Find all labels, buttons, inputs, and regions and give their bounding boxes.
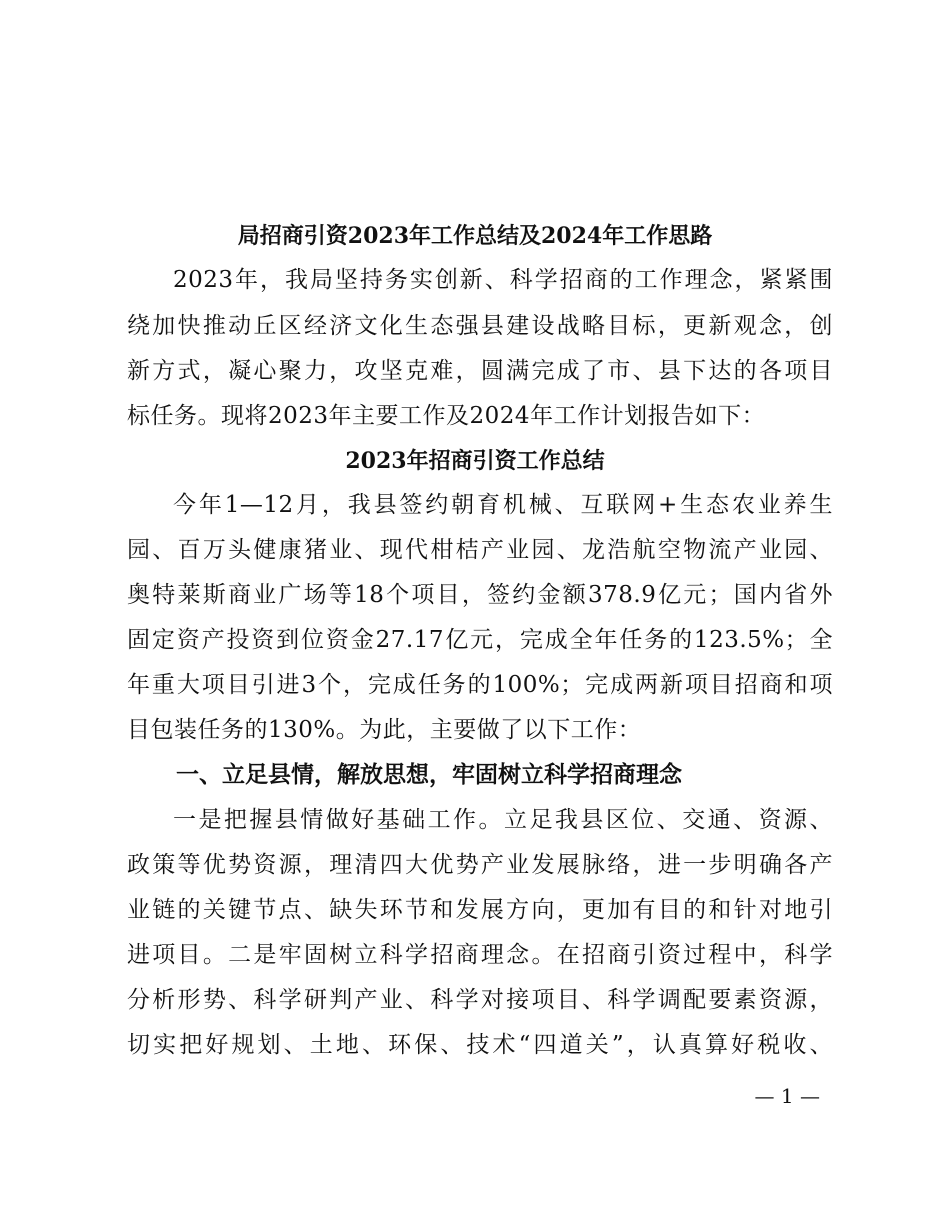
document-title: 局招商引资2023年工作总结及2024年工作思路 [237, 223, 713, 249]
summary-line: 奥特莱斯商业广场等18个项目，签约金额378.9亿元；国内省外 [127, 582, 833, 608]
summary-line: 年重大项目引进3个，完成任务的100%；完成两新项目招商和项 [127, 672, 833, 698]
summary-line: 目包装任务的130%。为此，主要做了以下工作： [127, 717, 642, 743]
summary-line: 固定资产投资到位资金27.17亿元，完成全年任务的123.5%；全 [127, 627, 833, 653]
intro-line: 绕加快推动丘区经济文化生态强县建设战略目标，更新观念，创 [127, 313, 833, 339]
intro-line: 2023年，我局坚持务实创新、科学招商的工作理念，紧紧围 [173, 267, 833, 293]
intro-line: 标任务。现将2023年主要工作及2024年工作计划报告如下： [127, 403, 766, 429]
heading-one: 一、立足县情，解放思想，牢固树立科学招商理念 [176, 762, 682, 788]
body-line: 一是把握县情做好基础工作。立足我县区位、交通、资源、 [173, 807, 833, 833]
body-line: 分析形势、科学研判产业、科学对接项目、科学调配要素资源， [127, 987, 833, 1013]
page-number: — 1 — [754, 1084, 820, 1108]
body-line: 业链的关键节点、缺失环节和发展方向，更加有目的和针对地引 [127, 897, 833, 923]
section-title: 2023年招商引资工作总结 [345, 448, 605, 474]
summary-line: 今年1—12月，我县签约朝育机械、互联网+生态农业养生 [173, 492, 833, 518]
body-line: 政策等优势资源，理清四大优势产业发展脉络，进一步明确各产 [127, 852, 833, 878]
summary-line: 园、百万头健康猪业、现代柑桔产业园、龙浩航空物流产业园、 [127, 537, 833, 563]
body-line: 切实把好规划、土地、环保、技术“四道关”，认真算好税收、 [127, 1032, 833, 1058]
intro-line: 新方式，凝心聚力，攻坚克难，圆满完成了市、县下达的各项目 [127, 358, 833, 384]
body-line: 进项目。二是牢固树立科学招商理念。在招商引资过程中，科学 [127, 942, 833, 968]
